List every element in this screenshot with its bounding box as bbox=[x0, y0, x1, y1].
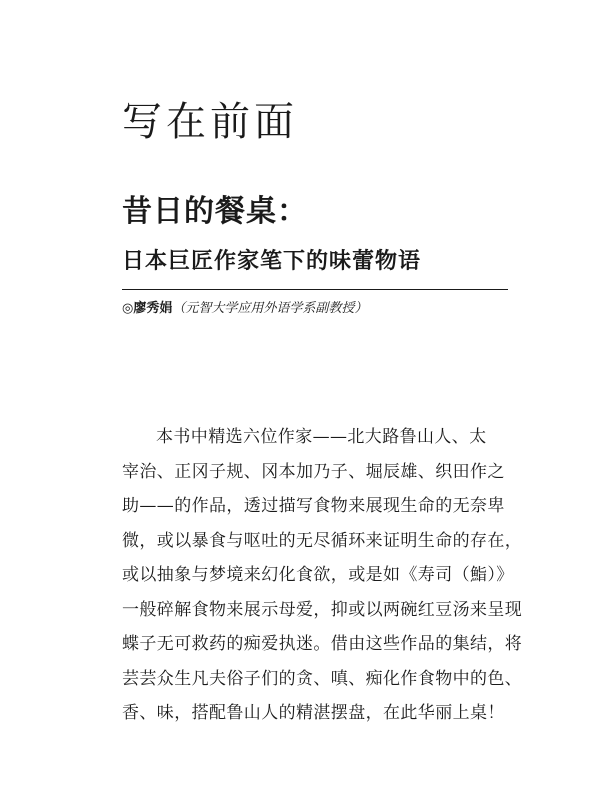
book-title: 昔日的餐桌： bbox=[122, 194, 308, 229]
author-affiliation: （元智大学应用外语学系副教授） bbox=[172, 301, 368, 316]
title-divider bbox=[122, 289, 508, 290]
body-line: 助——的作品，透过描写食物来展现生命的无奈卑 bbox=[122, 496, 505, 516]
body-line: 蝶子无可救药的痴爱执迷。借由这些作品的集结，将 bbox=[122, 634, 523, 654]
section-heading: 写在前面 bbox=[122, 99, 298, 145]
body-line: 一般碎解食物来展示母爱，抑或以两碗红豆汤来呈现 bbox=[122, 599, 523, 620]
body-line: 或以抽象与梦境来幻化食欲，或是如《寿司（鮨）》 bbox=[122, 565, 514, 585]
body-line: 微，或以暴食与呕吐的无尽循环来证明生命的存在， bbox=[122, 530, 523, 551]
book-subtitle: 日本巨匠作家笔下的味蕾物语 bbox=[122, 248, 422, 274]
body-line: 香、味，搭配鲁山人的精湛摆盘，在此华丽上桌！ bbox=[122, 703, 505, 723]
body-paragraph bbox=[122, 420, 523, 731]
body-line: 本书中精选六位作家——北大路鲁山人、太 bbox=[156, 427, 487, 447]
byline bbox=[122, 298, 367, 320]
body-line: 芸芸众生凡夫俗子们的贪、嗔、痴化作食物中的色、 bbox=[122, 668, 523, 689]
body-line: 宰治、正冈子规、冈本加乃子、堀辰雄、织田作之 bbox=[122, 461, 505, 482]
author-name: ◎廖秀娟 bbox=[122, 301, 173, 316]
